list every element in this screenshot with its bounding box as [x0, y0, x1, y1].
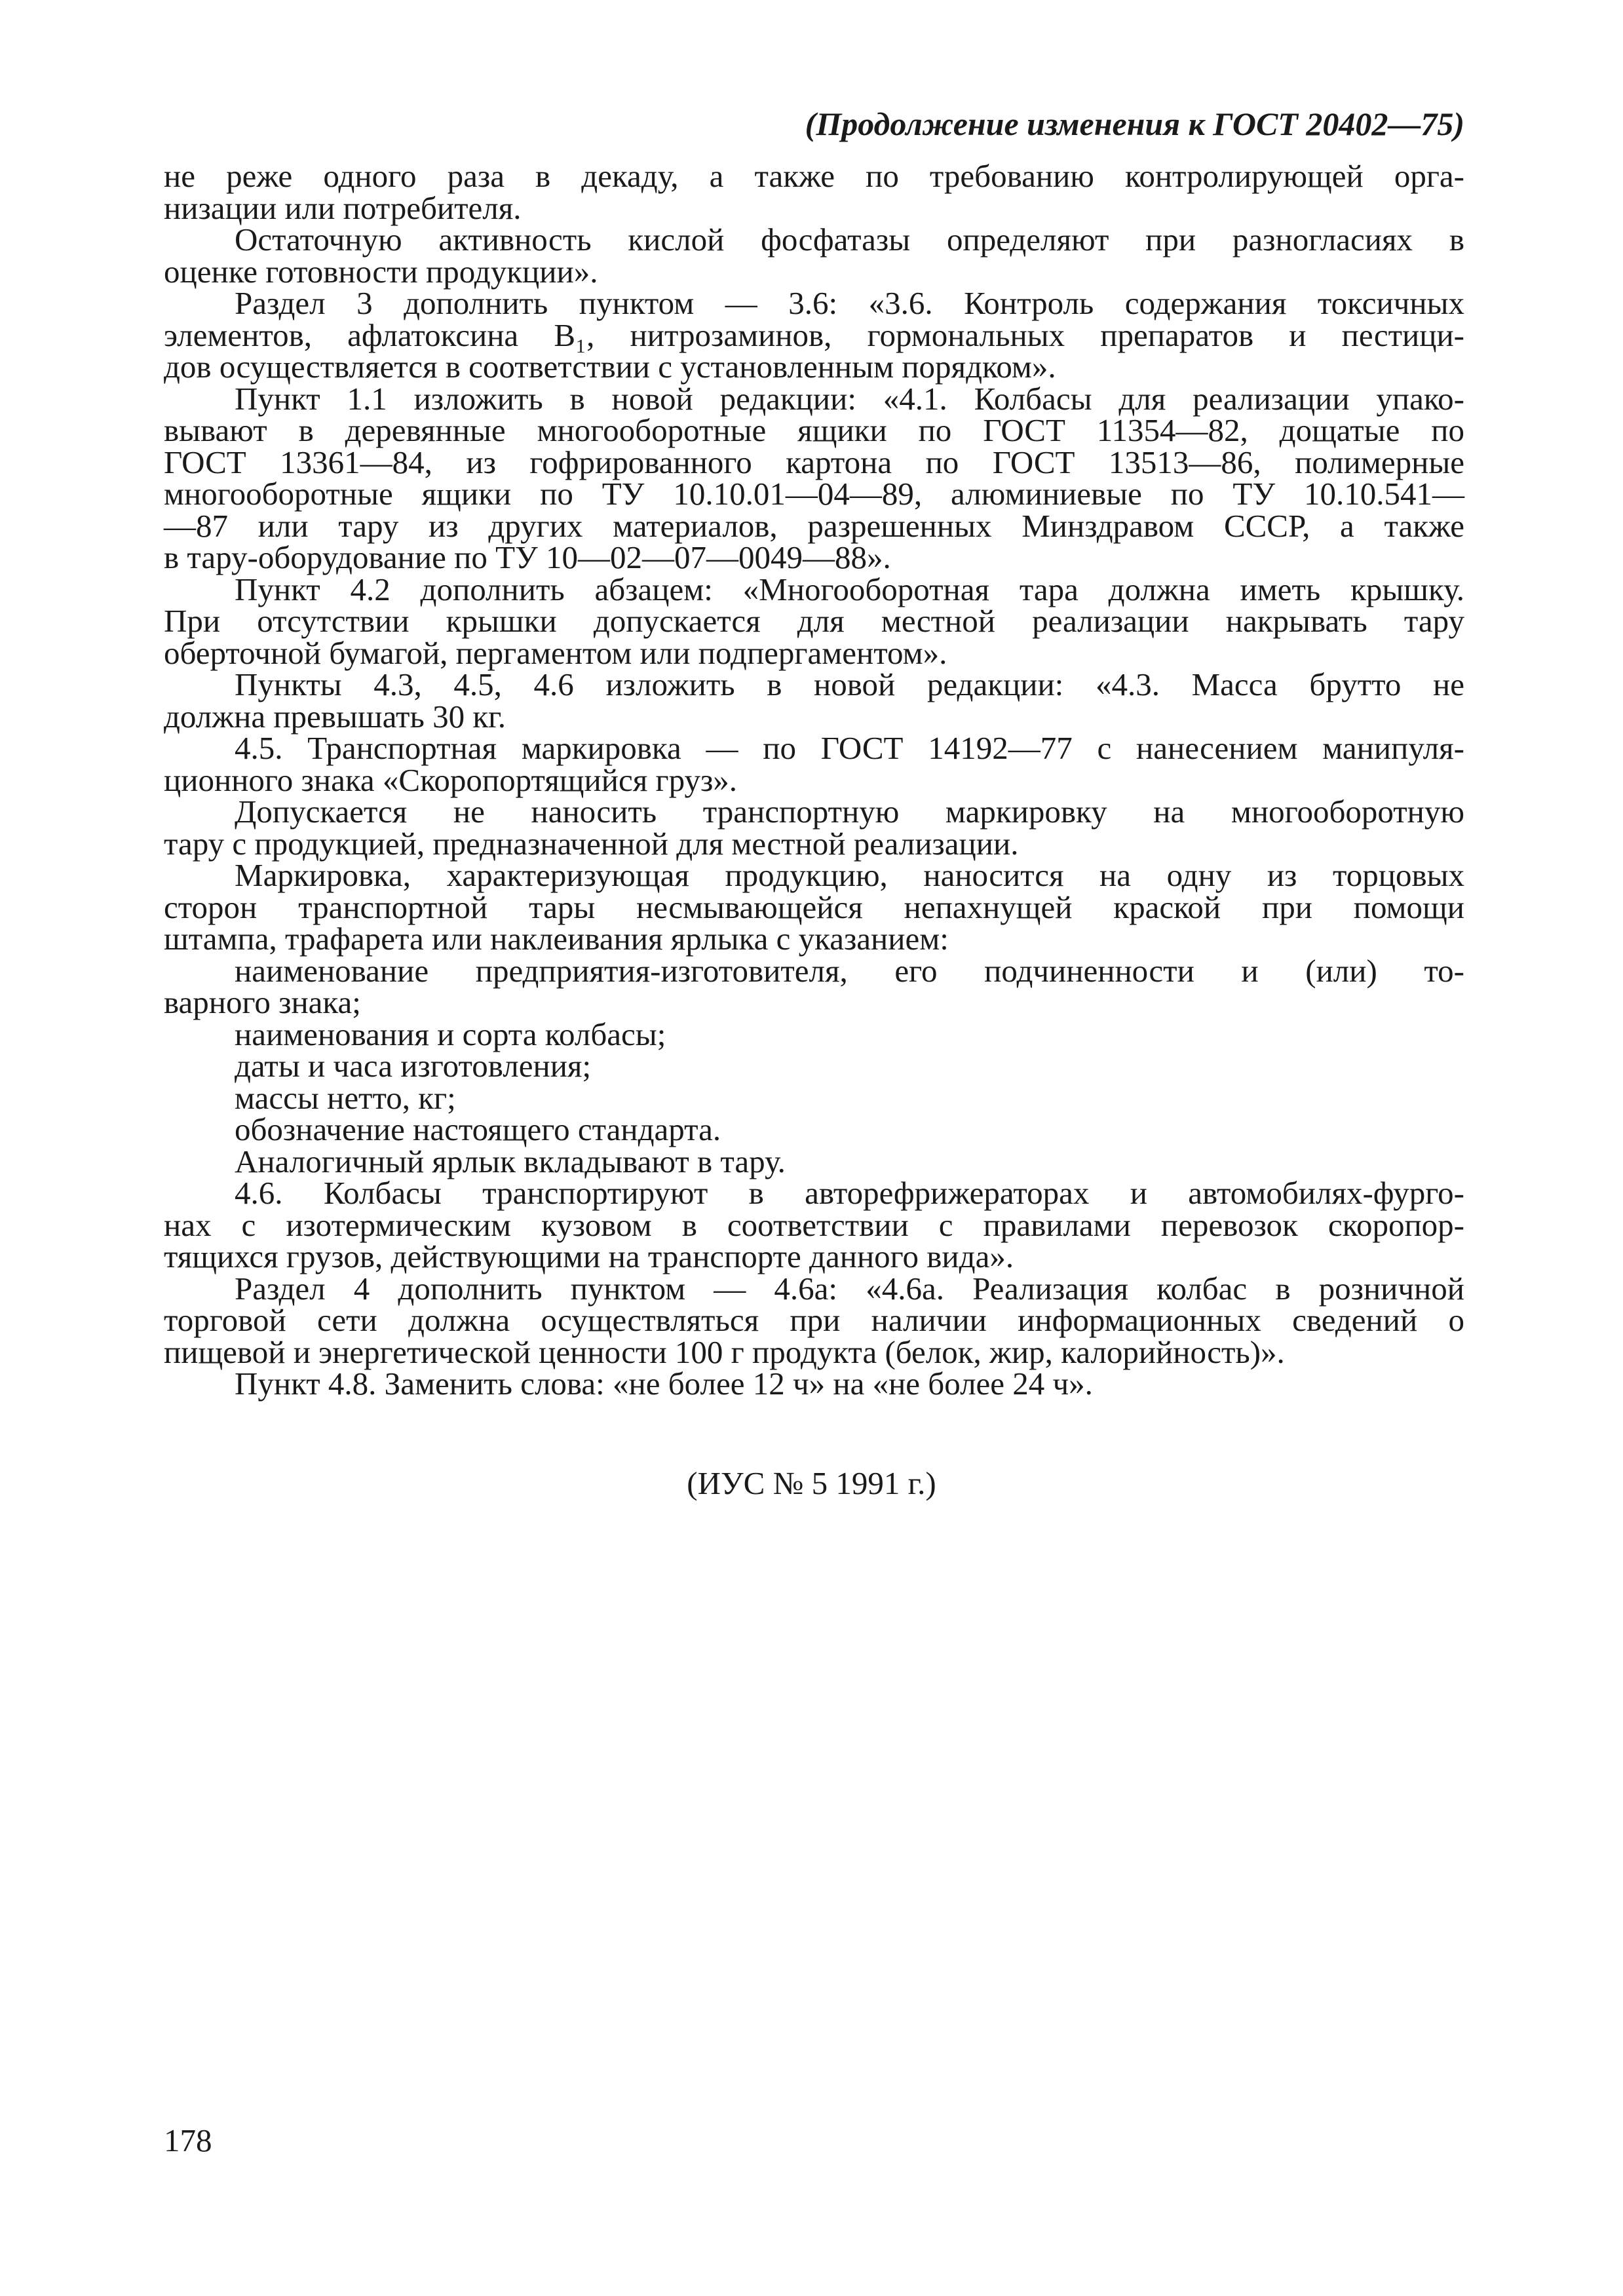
text-line: элементов, афлатоксина B₁, нитрозаминов, гормональных препаратов и пестици- — [164, 316, 1464, 353]
paragraph — [164, 285, 1464, 385]
text-line: Раздел 3 дополнить пунктом — 3.6: «3.6. Контроль содержания токсичных — [235, 285, 1464, 321]
paragraph — [164, 1177, 1464, 1273]
text-line: Маркировка, характеризующая продукцию, наносится на одну из торцовых — [235, 857, 1464, 893]
paragraph — [164, 857, 1464, 957]
list-item — [164, 1111, 1464, 1147]
text-line: низации или потребителя. — [164, 189, 522, 226]
paragraph — [164, 730, 1464, 798]
text-line: тящихся грузов, действующими на транспорте данного вида». — [164, 1238, 1014, 1274]
source-reference: (ИУС № 5 1991 г.) — [687, 1465, 936, 1501]
page-number: 178 — [164, 2122, 212, 2158]
paragraph — [164, 380, 1464, 575]
text-line: При отсутствии крышки допускается для местной реализации накрывать тару — [164, 603, 1464, 639]
text-line: обозначение настоящего стандарта. — [235, 1111, 721, 1147]
running-header: (Продолжение изменения к ГОСТ 20402—75) — [805, 105, 1464, 142]
text-line: оценке готовности продукции». — [164, 253, 598, 290]
text-line: Раздел 4 дополнить пунктом — 4.6а: «4.6а. Реализация колбас в розничной — [235, 1270, 1464, 1307]
text-line: дов осуществляется в соответствии с установленным порядком». — [164, 349, 1056, 385]
text-line: тару с продукцией, предназначенной для местной реализации. — [164, 825, 1019, 862]
list-item — [164, 1079, 1464, 1116]
paragraph — [164, 221, 1464, 290]
text-line: ционного знака «Скоропортящийся груз». — [164, 761, 738, 798]
text-line: в тару-оборудование по ТУ 10—02—07—0049—88». — [164, 539, 891, 575]
text-line: нах с изотермическим кузовом в соответствии с правилами перевозок скоропор- — [164, 1206, 1464, 1243]
text-line: варного знака; — [164, 984, 361, 1020]
text-line: многооборотные ящики по ТУ 10.10.01—04—89, алюминиевые по ТУ 10.10.541— — [164, 476, 1464, 512]
text-line: —87 или тару из других материалов, разрешенных Минздравом СССР, а также — [164, 507, 1464, 544]
text-line: должна превышать 30 кг. — [164, 698, 506, 735]
text-line: сторон транспортной тары несмывающейся непахнущей краской при помощи — [164, 889, 1464, 925]
text-line: ГОСТ 13361—84, из гофрированного картона по ГОСТ 13513—86, полимерные — [164, 444, 1464, 480]
text-line: не реже одного раза в декаду, а также по требованию контролирующей орга- — [164, 158, 1464, 194]
text-line: оберточной бумагой, пергаментом или подпергаментом». — [164, 634, 947, 671]
text-line: наименования и сорта колбасы; — [235, 1016, 666, 1052]
text-line: Пункт 4.8. Заменить слова: «не более 12 ч» на «не более 24 ч». — [235, 1366, 1093, 1402]
text-line: даты и часа изготовления; — [235, 1048, 592, 1084]
paragraph — [164, 1368, 1464, 1400]
text-line: Пункт 4.2 дополнить абзацем: «Многооборотная тара должна иметь крышку. — [235, 571, 1464, 607]
list-item — [164, 1050, 1464, 1082]
list-item — [164, 952, 1464, 1020]
text-line: вывают в деревянные многооборотные ящики по ГОСТ 11354—82, дощатые по — [164, 412, 1464, 448]
text-line: 4.6. Колбасы транспортируют в авторефрижераторах и автомобилях-фурго- — [235, 1175, 1464, 1211]
paragraph — [164, 158, 1464, 226]
text-line: 4.5. Транспортная маркировка — по ГОСТ 14192—77 с нанесением манипуля- — [235, 730, 1464, 766]
text-line: наименование предприятия-изготовителя, его подчиненности и (или) то- — [235, 952, 1464, 989]
text-line: Пункты 4.3, 4.5, 4.6 изложить в новой редакции: «4.3. Масса брутто не — [235, 666, 1464, 702]
document-body — [164, 158, 1464, 1402]
text-line: Аналогичный ярлык вкладывают в тару. — [235, 1143, 786, 1179]
paragraph — [164, 1143, 1464, 1179]
text-line: Пункт 1.1 изложить в новой редакции: «4.1. Колбасы для реализации упако- — [235, 380, 1464, 417]
list-item — [164, 1016, 1464, 1052]
text-line: Допускается не наносить транспортную маркировку на многооборотную — [235, 794, 1464, 830]
text-line: штампа, трафарета или наклеивания ярлыка с указанием: — [164, 921, 949, 957]
paragraph — [164, 1270, 1464, 1370]
text-line: торговой сети должна осуществляться при наличии информационных сведений о — [164, 1302, 1464, 1338]
paragraph — [164, 666, 1464, 735]
text-line: пищевой и энергетической ценности 100 г продукта (белок, жир, калорийность)». — [164, 1333, 1285, 1370]
paragraph — [164, 571, 1464, 671]
text-line: массы нетто, кг; — [235, 1079, 456, 1116]
paragraph — [164, 796, 1464, 860]
text-line: Остаточную активность кислой фосфатазы определяют при разногласиях в — [235, 221, 1464, 258]
